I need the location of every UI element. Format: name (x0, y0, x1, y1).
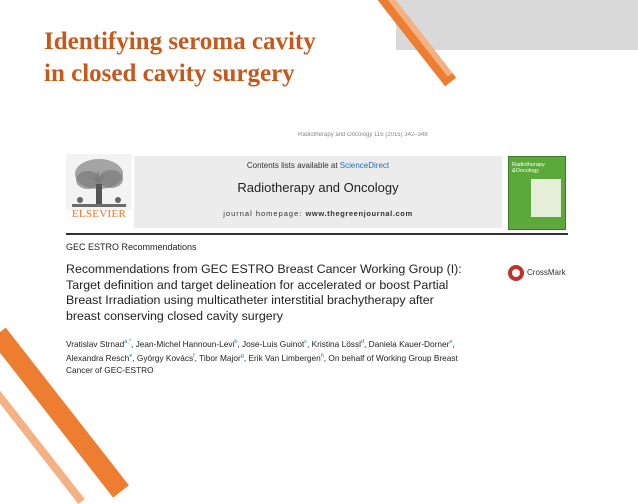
author-name: Alexandra Resch (66, 352, 130, 363)
journal-cover-thumbnail (508, 156, 566, 230)
author-name: , György Kovács (132, 352, 194, 363)
author-list (66, 336, 568, 376)
slide-title-line: in closed cavity surgery (44, 60, 295, 87)
author-name: , On behalf of Working Group Breast (323, 352, 458, 363)
crossmark-badge[interactable] (508, 264, 566, 284)
author-affiliation[interactable]: d (360, 339, 365, 345)
author-line (66, 364, 568, 376)
cover-image-panel (531, 179, 561, 217)
article-title-line: Recommendations from GEC ESTRO Breast Cancer Working Group (I): (66, 262, 462, 276)
author-line (66, 336, 568, 350)
crossmark-label: CrossMark (527, 268, 566, 277)
author-name: , Kristina Lössl (307, 338, 361, 349)
author-affiliation[interactable]: a,* (124, 339, 131, 345)
sciencedirect-link[interactable]: ScienceDirect (339, 161, 390, 170)
author-affiliation[interactable]: b (234, 339, 238, 345)
crossmark-icon (508, 265, 524, 281)
author-name: , Daniela Kauer-Dorner (364, 338, 450, 349)
running-head: Radiotherapy and Oncology 115 (2015) 342–348 (298, 132, 428, 138)
author-affiliation[interactable]: f (193, 352, 195, 359)
journal-header-box (134, 156, 502, 228)
homepage-url[interactable]: www.thegreenjournal.com (305, 209, 413, 218)
author-name: Cancer of GEC-ESTRO (66, 364, 154, 375)
cover-title-line: &Oncology (512, 168, 539, 174)
author-affiliation[interactable]: c (304, 339, 307, 345)
slide-title-line: Identifying seroma cavity (44, 28, 316, 55)
header-rule (66, 233, 568, 235)
article-title (66, 262, 498, 324)
article-title-line: Breast Irradiation using multicatheter interstitial brachytherapy after (66, 293, 434, 307)
author-line (66, 350, 568, 364)
author-name: , Tibor Major (194, 352, 241, 363)
article-title-line: Target definition and target delineation for accelerated or boost Partial (66, 277, 449, 292)
elsevier-wordmark: ELSEVIER (71, 208, 127, 220)
slide-title (44, 26, 316, 90)
author-name: , Erik Van Limbergen (243, 352, 321, 363)
section-label: GEC ESTRO Recommendations (66, 242, 197, 252)
contents-prefix: Contents lists available at (246, 161, 340, 170)
cover-title-line: Radiotherapy (512, 162, 545, 168)
decorative-gray-band (396, 0, 638, 50)
author-affiliation[interactable]: g (240, 352, 244, 359)
author-affiliation[interactable]: h (320, 352, 324, 359)
author-affiliation[interactable]: e (449, 339, 453, 345)
author-name: Vratislav Strnad (66, 338, 125, 349)
author-separator: , (452, 338, 455, 349)
author-name: , Jean-Michel Hannoun-Levi (131, 338, 235, 349)
cover-title (512, 162, 545, 174)
article-screenshot (66, 132, 568, 378)
homepage-prefix: journal homepage: (223, 209, 306, 218)
journal-homepage (134, 209, 502, 218)
author-name: , Jose-Luis Guinot (237, 338, 305, 349)
journal-masthead (66, 146, 568, 228)
journal-name: Radiotherapy and Oncology (237, 180, 399, 195)
contents-line (134, 161, 502, 170)
article-title-line: breast conserving closed cavity surgery (66, 308, 283, 323)
author-affiliation[interactable]: e (129, 352, 133, 359)
